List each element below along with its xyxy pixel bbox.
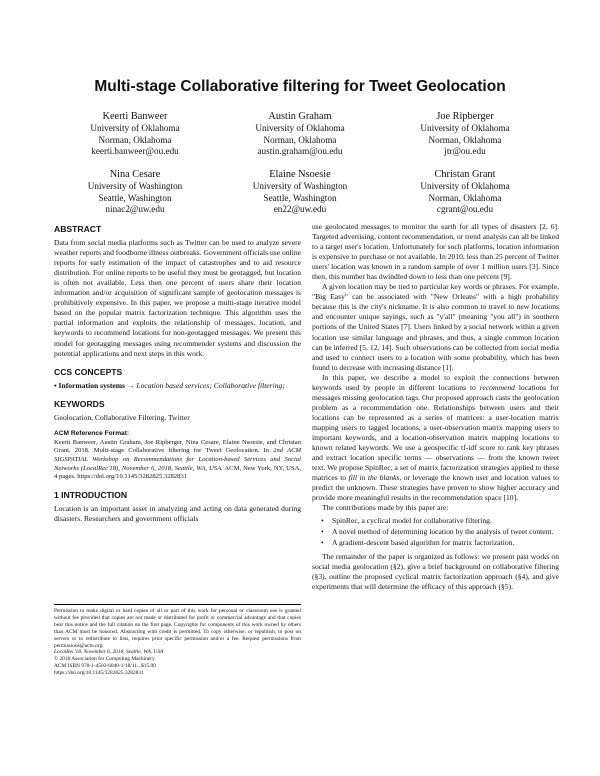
keywords-heading: KEYWORDS [54, 398, 105, 409]
author-affiliation: University of Oklahoma [255, 123, 345, 133]
ccs-italic: Location based services; Collaborative filtering [136, 380, 283, 390]
author-name: Austin Graham [268, 111, 332, 122]
author-block [40, 168, 230, 216]
author-location: Norman, Oklahoma [428, 134, 502, 145]
list-item [312, 527, 559, 537]
contributions-intro: The contributions made by this paper are: [322, 503, 449, 513]
author-name: Joe Ripberger [436, 111, 494, 122]
author-location: Seattle, Washington [263, 192, 337, 203]
ccs-bold: • Information systems [54, 380, 125, 390]
text-run: In this paper, we describe a model to exploit the connections between keywords used by people in different locations to [312, 372, 559, 392]
right-column [312, 222, 559, 592]
paper-title: Multi-stage Collaborative filtering for Tweet Geolocation [94, 78, 506, 95]
isbn-line: ACM ISBN 978-1-4503-6040-1/18/11...$15.00 [54, 663, 156, 670]
list-item-text: SpinRec, a cyclical model for collaborative filtering. [332, 516, 492, 526]
author-block [205, 168, 395, 216]
emphasis-text: fill in the blanks [348, 473, 400, 483]
author-location: Seattle, Washington [98, 192, 172, 203]
author-email: cgrant@ou.edu [436, 204, 494, 215]
ccs-concepts [54, 381, 301, 391]
intro-heading: 1 INTRODUCTION [54, 489, 128, 500]
author-name: Elaine Nsoesie [269, 169, 331, 180]
copyright-line: © 2018 Association for Computing Machinery. [54, 656, 156, 663]
author-block [205, 110, 395, 158]
author-affiliation: University of Washington [252, 181, 348, 191]
intro-left-text: Location is an important asset in analyzing and acting on data generated during disasters. Researchers and government officials [54, 503, 301, 523]
list-item-text: A novel method of determining location by the analysis of tweet content. [332, 527, 554, 537]
author-email: en22@uw.edu [273, 204, 327, 215]
intro-paragraph [312, 373, 559, 504]
text-run: , or leverage the known user and location values to predict the unknown. These strategies have proven to show higher accuracy and provide more meaningful results in the recommendation space [10]. [312, 473, 559, 503]
author-name: Keerti Banweer [102, 111, 168, 122]
author-location: Norman, Oklahoma [428, 192, 502, 203]
intro-paragraph: The remainder of the paper is organized as follows: we present past works on social media geolocation (§2), give a brief background on collaborative filtering (§3), outline the proposed cyclical matrix factorization approach (§4), and give experiments that will determine the efficacy of this approach (§5). [312, 551, 559, 591]
author-email: keerti.banweer@ou.edu [91, 146, 179, 157]
list-item [312, 538, 559, 548]
author-affiliation: University of Washington [87, 181, 183, 191]
text-run: locations for messages missing geolocation tags. Our proposed approach casts the geolocation problem as a recommendation one. Relationships between users and their locations can be represented as a series of matrices: a user-location matrix mapping users to tagged locations, a user-observation matrix mapping users to important keywords, and a location-observation matrix mapping locations to known related keywords. We use a geospecific tf-idf score to rank key phrases and extract location specific terms — observations — from the known tweet text. We propose SpinRec, a set of matrix factorization strategies applied to these matrices to [312, 382, 560, 483]
abstract-text: Data from social media platforms such as Twitter can be used to analyze severe weather reports and foodborne illness outbreaks. Government officials use online reports for early estimation of the impact of catastrophes and to aid resource distribution. For online reports to be useful they must be geotagged, but location is often not available. Less then one percent of users share their location information and/or acquisition of significant sample of geolocation messages is prohibitively expensive. In this paper, we propose a multi-stage iterative model based on the popular matrix factorization technique. This algorithm uses the partial information and exploits the relationship of messages, location, and keywords to recommend locations for non-geotagged messages. We present this model for geotagging messages using recommender systems and discussion the potential applications and next steps in this work. [54, 238, 302, 358]
list-item-text: A gradient-descent based algorithm for matrix factorization. [332, 538, 515, 548]
author-name: Christan Grant [434, 169, 496, 180]
contributions-list [312, 516, 559, 548]
author-location: Norman, Oklahoma [263, 134, 337, 145]
author-email: austin.graham@ou.edu [257, 146, 343, 157]
permission-text: Permission to make digital or hard copies of all or part of this work for personal or classroom use is granted without fee provided that copies are not made or distributed for profit or commercial advantage and that copies bear this notice and the full citation on the first page. Copyrights for components of this work owned by others than ACM must be honored. Abstracting with credit is permitted. To copy otherwise, or republish, to post on servers or to redistribute to lists, requires prior specific permission and/or a fee. Request permissions from permissions@acm.org. [54, 608, 301, 649]
author-block [370, 110, 560, 158]
keywords-text: Geolocation, Collaborative Filtering, Twitter [54, 412, 190, 422]
acm-ref-part1: Keerti Banweer, Austin Graham, Joe Ripberger, Nina Cesare, Elaine Nsoesie, and Christan Grant. 2018. Multi-stage Collaborative filtering for Tweet Geolocation. In [54, 438, 301, 455]
author-affiliation: University of Oklahoma [420, 123, 510, 133]
ccs-heading: CCS CONCEPTS [54, 366, 123, 377]
emphasis-text: recommend [479, 382, 515, 392]
ccs-arrow: → [125, 380, 137, 390]
author-affiliation: University of Oklahoma [90, 123, 180, 133]
copyright-footnote [54, 604, 301, 677]
author-block [40, 110, 230, 158]
acm-ref-part2: ACM, New York, NY, USA, 4 pages. https://doi.org/10.1145/3282825.3282831 [54, 464, 301, 481]
acm-ref-text [54, 439, 301, 482]
author-email: ninac2@uw.edu [105, 204, 165, 215]
bullet-icon: • [321, 527, 324, 537]
author-block [370, 168, 560, 216]
bullet-icon: • [321, 538, 324, 548]
intro-paragraph: use geolocated messages to monitor the earth for all types of disasters [2, 6]. Targeted advertising, content recommendation, or trend analysis can all be linked to a target user's location. Unfortunately for such platforms, location information is expensive to purchase or not available. In 2010, less than 25 percent of Twitter users' location was known in a random sample of over 1 million users [3]. Since then, this number has dwindled down to less than one percent [9]. [312, 222, 559, 282]
author-name: Nina Cesare [109, 169, 161, 180]
doi-line: https://doi.org/10.1145/3282825.3282831 [54, 670, 144, 677]
ccs-tail: ; [282, 380, 285, 390]
author-email: jtr@ou.edu [444, 146, 486, 157]
abstract-heading: ABSTRACT [54, 224, 102, 234]
list-item [312, 516, 559, 526]
bullet-icon: • [321, 516, 324, 526]
acm-ref-venue: 2nd ACM SIGSPATIAL Workshop on Recommendations for Location-based Services and Social Networks (LocalRec'18), November 6, 2018, Seattle, WA, USA. [54, 447, 301, 472]
acm-ref-heading: ACM Reference Format: [54, 429, 130, 437]
author-affiliation: University of Oklahoma [420, 181, 510, 191]
intro-paragraph: A given location may be tied to particular key words or phrases. For example, "Big Easy" can be associated with "New Orleans" with a high probability because this is the city's nickname. It is also common to travel to new locations and encounter unique sayings, such as "y'all" (meaning "you all") in southern portions of the United States [7]. Users linked by a social network within a given location use similar language and phrases, and thus, a single common location can be inferred [5, 12, 14]. Such observations can be collected from social media and used to connect users to a location with some probability, which has been found to decrease with increasing distance [1]. [312, 282, 559, 372]
author-location: Norman, Oklahoma [98, 134, 172, 145]
venue-line: LocalRec'18, November 6, 2018, Seattle, WA, USA [54, 649, 164, 656]
left-column [54, 222, 301, 524]
